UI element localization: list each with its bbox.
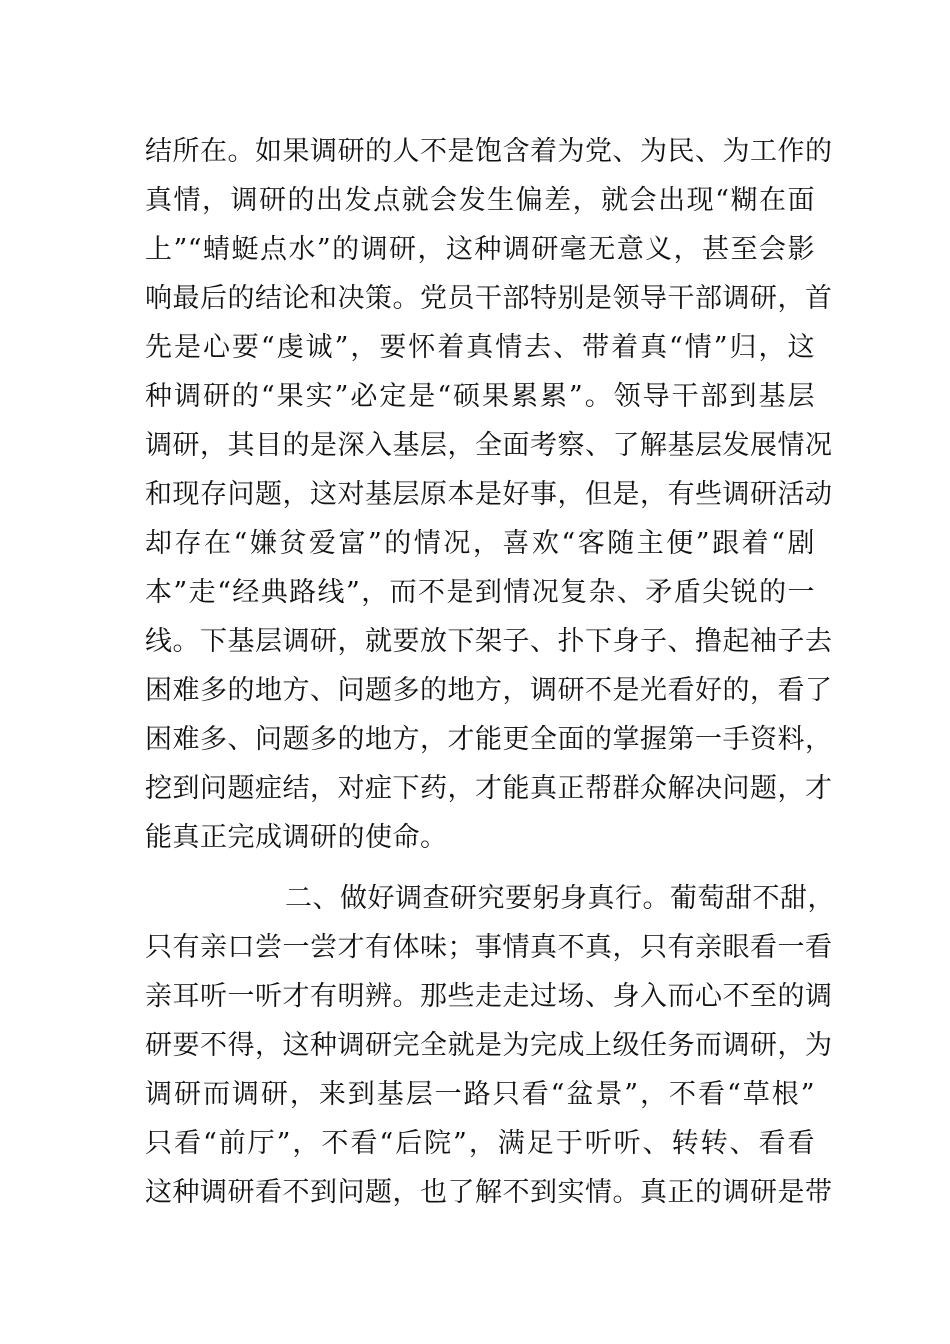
text-line: 调研而调研，来到基层一路只看“盆景”，不看“草根” (145, 1079, 815, 1110)
text-line: 困难多、问题多的地方，才能更全面的掌握第一手资料， (145, 724, 833, 755)
text-line: 种调研的“果实”必定是“硕果累累”。领导干部到基层 (145, 381, 815, 412)
text-line: 调研，其目的是深入基层，全面考察、了解基层发展情况 (145, 430, 833, 461)
paragraph-section-two (145, 874, 835, 1217)
text-line: 线。下基层调研，就要放下架子、扑下身子、撸起袖子去 (145, 626, 833, 657)
text-line: 挖到问题症结，对症下药，才能真正帮群众解决问题，才 (145, 773, 833, 804)
text-line: 研要不得，这种调研完全就是为完成上级任务而调研，为 (145, 1030, 833, 1061)
text-line: 上”“蜻蜓点水”的调研，这种调研毫无意义，甚至会影 (145, 234, 815, 265)
text-line: 只看“前厅”，不看“后院”，满足于听听、转转、看看 (145, 1128, 815, 1159)
text-line: 响最后的结论和决策。党员干部特别是领导干部调研，首 (145, 283, 833, 314)
text-line: 困难多的地方、问题多的地方，调研不是光看好的，看了 (145, 675, 833, 706)
text-line: 结所在。如果调研的人不是饱含着为党、为民、为工作的 (145, 136, 833, 167)
section-heading-line: 二、做好调查研究要躬身真行。葡萄甜不甜， (285, 883, 835, 914)
paragraph-research-sincerity (145, 127, 833, 862)
text-line: 本”走“经典路线”，而不是到情况复杂、矛盾尖锐的一 (145, 577, 815, 608)
text-line: 亲耳听一听才有明辨。那些走走过场、身入而心不至的调 (145, 981, 833, 1012)
text-line: 却存在“嫌贫爱富”的情况，喜欢“客随主便”跟着“剧 (145, 528, 815, 559)
text-line: 真情，调研的出发点就会发生偏差，就会出现“糊在面 (145, 185, 815, 216)
text-line: 这种调研看不到问题，也了解不到实情。真正的调研是带 (145, 1177, 833, 1208)
text-line: 先是心要“虔诚”，要怀着真情去、带着真“情”归，这 (145, 332, 815, 363)
text-line: 只有亲口尝一尝才有体味；事情真不真，只有亲眼看一看 (145, 932, 833, 963)
text-line: 和现存问题，这对基层原本是好事，但是，有些调研活动 (145, 479, 833, 510)
text-line: 能真正完成调研的使命。 (145, 822, 448, 853)
